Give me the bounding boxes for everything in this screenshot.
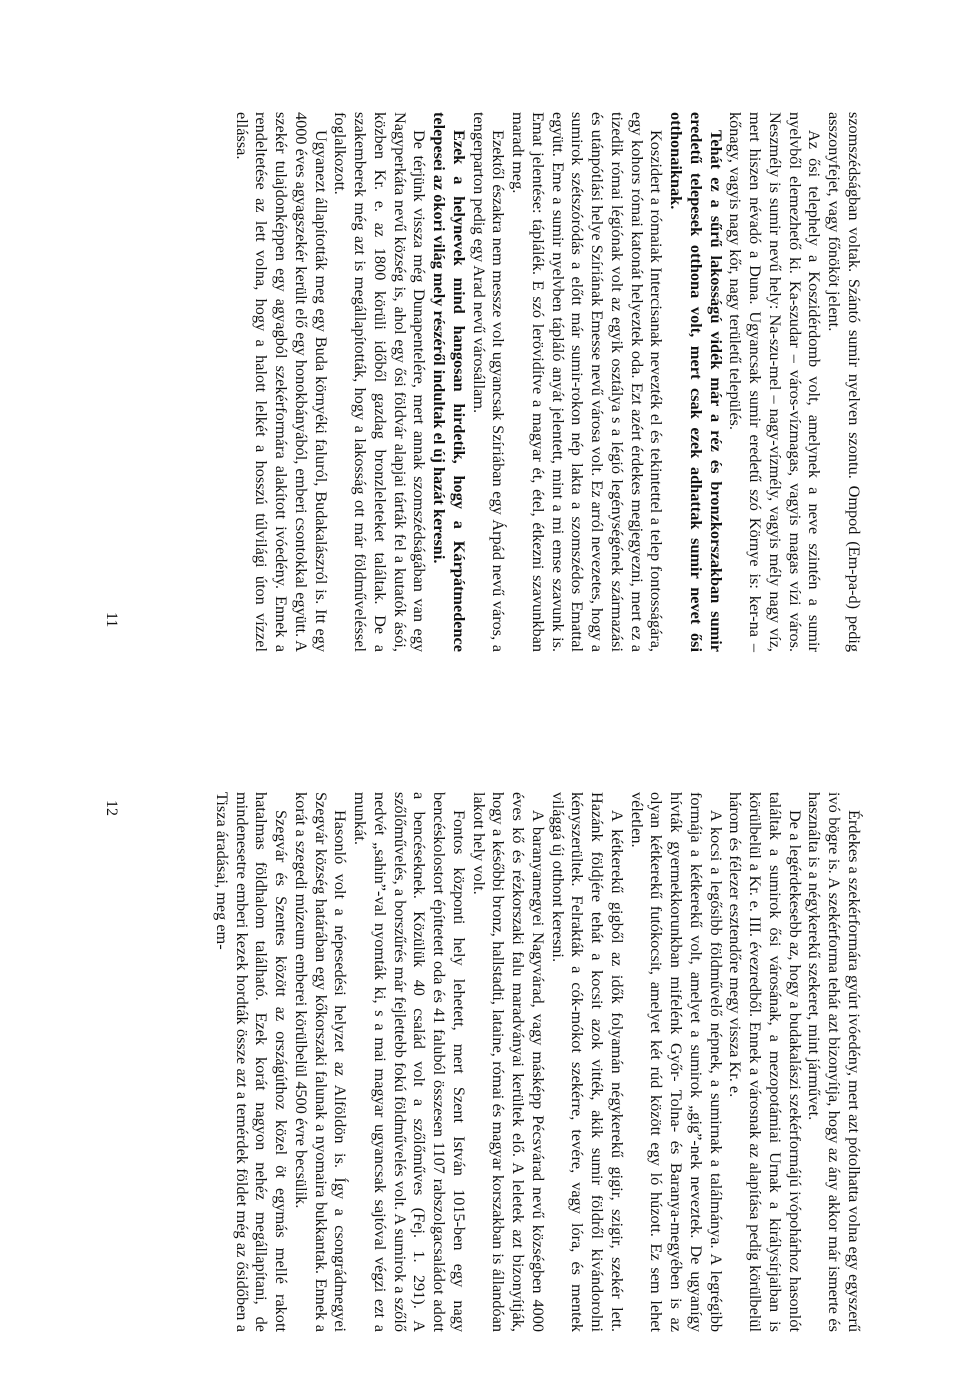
- page-number: 11: [103, 612, 120, 628]
- page-right-text: [212, 792, 864, 1332]
- paragraph: Fontos központi hely lehetett, mert Szent István 1015-ben egy nagy bencéskolostort építtetett oda és 41 faluból összesen 1107 rabszolgacsaládot adott a bencéseknek. Közülük 40 család volt a szőlőműves (Fej. 1. 291). A szőlőművelés, a borszűrés már fejlettebb fokú földművelés volt. A sumirok a szőlő nedvét „sahin”-val nyomták ki, s a mai magyar ugyancsak sajtóval végzi ezt a munkát.: [351, 792, 469, 1332]
- paragraph: De a legérdekesebb az, hogy a budakalászi szekérformájú ivópohárhoz hasonlót találtak a sumirok ősi városának, a mezopotámiai Urnak a királysírjaiban is körülbelül a Kr. e. III. évezredből. Ennek a városnak az alapítása pedig körülbelül három és félezer esztendőre megy vissza Kr. e.: [726, 792, 805, 1332]
- page-right: [0, 692, 960, 1384]
- paragraph: Koszidert a rómaiak Intercisanak nevezték el és tekintettel a telep fontosságára, egy kohors római katonát helyeztek oda. Ezt azért érdekes megjegyezni, mert ez a tizedik római légiónak volt az egyik osztálya s a légió legénységének származási és utánpótlási helye Szíriának Emesse nevű városa volt. Ez arról nevezetes, hogy a sumirok szétszóródás a előtt már sumir-rokon nép lakta a szomszédos Emattal együtt. Eme a sumir nyelvben tápláló anyát jelentett, mint a mi emse szavunk is. Emat jelentése: táplálék. E szó lerövidítve a magyar ét, étel, étkezni szavunkban maradt meg.: [509, 112, 667, 652]
- page-left-text: [232, 112, 864, 652]
- paragraph: Szegvár és Szentes között az országúthoz közel öt egymás mellé rakott hatalmas földhalom található. Ezek korát nagyon nehéz megállapítani, de mindenesetre emberi kezek hordták össze azt a temérdek földet még az ősidőben a Tisza áradásai, meg em-: [213, 792, 292, 1332]
- page-number: 12: [103, 800, 120, 816]
- paragraph: A baranyamegyei Nagyvárad, vagy másképp Pécsvárad nevű községben 4000 éves kő és rézkorszaki falu maradványai kerültek elő. A leletek azt bizonyítják, hogy a későbbi bronz, hallstadti, lataine, római és magyar korszakban is állandóan lakott hely volt.: [469, 792, 548, 1332]
- paragraph-bold: Ezek a helynevek mind hangosan hirdetik, hogy a Kárpátmedence telepesei az ókori világ mely részéről indultak el új hazát keresni.: [430, 112, 469, 652]
- paragraph: Az ősi telephely a Koszidérdomb volt, amelynek a neve szintén a sumir nyelvből elemezhető ki. Ka-szudar – város-vízmagas, vagyis magas vízi város. Neszmély is sumir nevű hely: Na-szu-mel – nagy-vízmély, vagyis mély nagy víz, mert hiszen névadó a Duna. Ugyancsak sumir eredetű szó Környe is: ker-na – kőnagy, vagyis nagy kőr, nagy területű település.: [726, 112, 825, 652]
- paragraph: Érdekes a szekérformára gyúrt ivóedény, mert azt pótolhatta volna egy egyszerű ivó bögre is. A szekérforma tehát azt bizonyítja, hogy az ány akkor már ismerte és használta is a négykerekű szekeret, mint járművet.: [805, 792, 864, 1332]
- paragraph: Hasonló volt a népesedési helyzet az Alföldön is. Így a csongrádmegyei Szegvár község határában egy kőkorszaki falunak a nyomaira bukkantak. Ennek a korát a szegedi múzeum emberei körülbelül 4500 évre becsülik.: [292, 792, 351, 1332]
- paragraph: A kétkerekű gigből az idők folyamán négykerekű gigir, szigir, szekér lett. Hazánk földjére tehát a kocsit azok vitték, akik sumir földről kivándorolni kényszerültek. Felrakták a cók-mókot szekérre, tevére, vagy lóra, és mentek világgá új otthont keresni.: [548, 792, 627, 1332]
- paragraph: Ugyanezt állapították meg egy Buda környéki faluról, Budakalászról is. Itt egy 4000 éves agyagszekér került elő egy honokbányából, emberi csontokkal együtt. A szekér tulajdonképpen egy agyagból szekérformára alakított ivóedény. Ennek a rendeltetése az lett volna, hogy a halott lelkét a hosszú túlvilági úton vízzel ellássa.: [232, 112, 331, 652]
- paragraph: szomszédságban voltak. Szántó sumir nyelven szontu. Ompod (Em-pa-d) pedig asszonyfejet, vagy főnököt jelent.: [825, 112, 864, 652]
- paragraph-bold: Tehát ez a sűrű lakosságú vidék már a réz és bronzkorszakban sumir eredetű telepesek otthona volt, mert csak ezek adhattak sumir nevet ősi otthonaiknak.: [667, 112, 726, 652]
- paragraph: Ezektől északra nem messze volt ugyancsak Szíriában egy Árpád nevű város, a tengerparton pedig egy Arad nevű városállam.: [469, 112, 509, 652]
- paragraph: De térjünk vissza még Dunapentelére, mert annak szomszédságában van egy Nagyperkáta nevű község is, ahol egy ősi földvár alapjai tárták fel a kutatók ásói, közben Kr. e. az 1800 körüli időből gazdag bronzleleteket találtak. De a szakemberek még azt is megállapították, hogy a lakosság ott már földműveléssel foglalkozott.: [331, 112, 430, 652]
- paragraph: A kocsi a legősibb földművelő népnek, a sumirnak a találmánya. A legrégibb formája a kétkerekű volt, amelyet a sumirok „gig”-nek neveztek. De ugyanígy hívták gyermekkorunkban mifelénk Győr- Tolna- és Baranya-megyében is az olyan kétkerekű futókocsit, amelyet két rúd között egy ló húzott. Ez sem lehet véletlen.: [627, 792, 726, 1332]
